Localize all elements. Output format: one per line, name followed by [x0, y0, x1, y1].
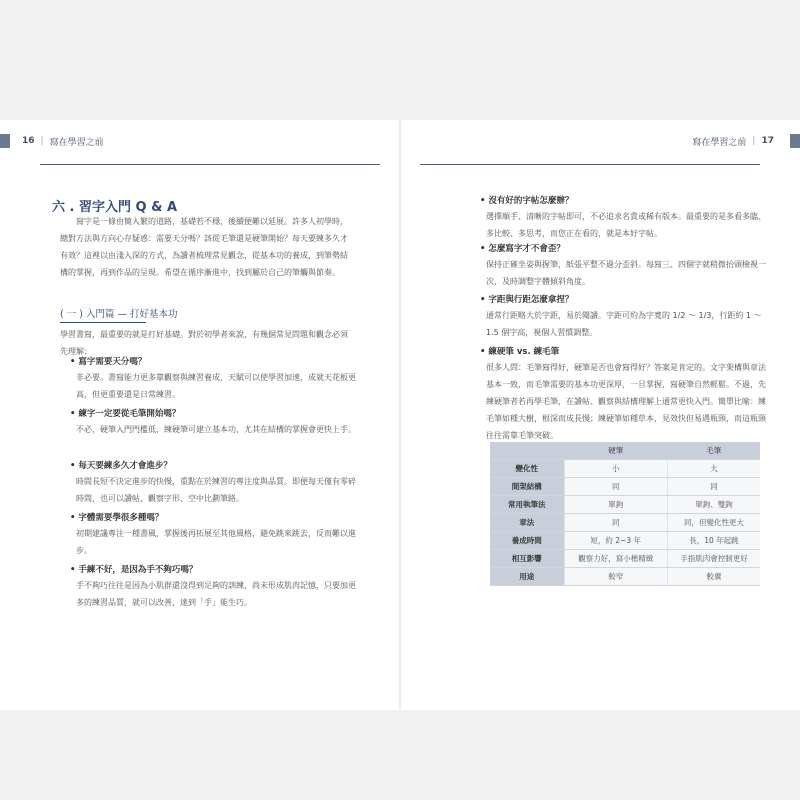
table-row — [490, 496, 760, 514]
book-spread — [0, 120, 800, 710]
table-row — [490, 532, 760, 550]
answer: 時間長短不決定進步的快慢，重點在於練習的專注度與品質。即便每天僅有零碎時間，也可以讀帖、觀察字形、空中比劃筆路。 — [76, 477, 356, 503]
row-header: 章法 — [490, 514, 564, 532]
table-cell: 較窄 — [564, 568, 667, 586]
table-cell: 同 — [667, 478, 760, 496]
header-separator: | — [40, 136, 44, 146]
table-header-row — [490, 442, 760, 460]
book-gutter — [399, 120, 401, 710]
question: • 寫字需要天分嗎？ — [70, 355, 360, 369]
table-cell: 大 — [667, 460, 760, 478]
header-separator: | — [752, 136, 756, 146]
row-header: 用途 — [490, 568, 564, 586]
right-running-title: 寫在學習之前 — [692, 137, 747, 148]
left-running-title: 寫在學習之前 — [49, 137, 104, 148]
column-header: 毛筆 — [667, 442, 760, 460]
comparison-table — [490, 442, 760, 586]
qa-item — [70, 407, 360, 438]
answer: 手不夠巧往往是因為小肌群還沒得到足夠的訓練，尚未形成肌肉記憶，只要加更多的練習品質，就可以改善，達到「手」能生巧。 — [76, 581, 356, 607]
question: • 字距與行距怎麼拿捏？ — [480, 293, 770, 307]
question: • 怎麼寫字才不會歪？ — [480, 242, 770, 256]
table-row — [490, 568, 760, 586]
right-header-rule — [420, 164, 760, 165]
row-header: 間架結構 — [490, 478, 564, 496]
right-page-tab — [790, 134, 800, 148]
table-corner — [490, 442, 564, 460]
table-cell: 觀察力好，寫小楷精緻 — [564, 550, 667, 568]
question: • 每天要練多久才會進步？ — [70, 459, 360, 473]
row-header: 變化性 — [490, 460, 564, 478]
table-cell: 單鉤、雙鉤 — [667, 496, 760, 514]
table-cell: 同 — [564, 478, 667, 496]
table-cell: 短，約 2~3 年 — [564, 532, 667, 550]
answer: 非必要。書寫能力更多靠觀察與練習養成，天賦可以使學習加速，成就天花板更高，但更重要還是日常練習。 — [76, 373, 356, 399]
table-cell: 長，10 年起跳 — [667, 532, 760, 550]
qa-item — [70, 355, 360, 403]
qa-item — [70, 563, 360, 611]
column-header: 硬筆 — [564, 442, 667, 460]
right-header — [692, 132, 800, 150]
answer: 選擇順手、清晰的字帖即可，不必追求名貴或稀有版本。最重要的是多看多臨、多比較、多思考，而您正在看的，就是本好字帖。 — [486, 212, 766, 238]
question: • 沒有好的字帖怎麼辦？ — [480, 194, 770, 208]
qa-item — [480, 345, 770, 444]
left-page-tab — [0, 134, 10, 148]
table-cell: 手指肌肉會控制更好 — [667, 550, 760, 568]
table-row — [490, 478, 760, 496]
question: • 練硬筆 vs. 練毛筆 — [480, 345, 770, 359]
left-header-rule — [40, 164, 380, 165]
section-title: 六 . 習字入門 Q & A — [52, 200, 178, 215]
answer: 不必，硬筆入門門檻低，練硬筆可建立基本功，尤其在結構的掌握會更快上手。 — [76, 425, 356, 434]
row-header: 常用執筆法 — [490, 496, 564, 514]
qa-item — [70, 511, 360, 559]
right-page-number: 17 — [761, 136, 774, 146]
subsection-underline — [60, 322, 146, 323]
row-header: 相互影響 — [490, 550, 564, 568]
row-header: 養成時間 — [490, 532, 564, 550]
table-row — [490, 514, 760, 532]
table-row — [490, 460, 760, 478]
table-cell: 同 — [564, 514, 667, 532]
qa-item — [70, 459, 360, 507]
qa-item — [480, 194, 770, 242]
answer: 保持正確坐姿與握筆，紙張平整不過分歪斜。每寫三、四個字就稍微抬頭檢視一次，及時調整字體傾斜角度。 — [486, 260, 766, 286]
question: • 練字一定要從毛筆開始嗎？ — [70, 407, 360, 421]
question: • 手練不好，是因為手不夠巧嗎？ — [70, 563, 360, 577]
answer: 通常行距略大於字距，易於閱讀。字距可約為字寬的 1/2 ～ 1/3，行距約 1 ～ 1.5 個字高，視個人習慣調整。 — [486, 311, 762, 337]
table-row — [490, 550, 760, 568]
qa-item — [480, 242, 770, 290]
lead-paragraph: 學習書寫，最重要的就是打好基礎。對於初學者來說，有幾個常見問題和觀念必須先理解： — [60, 330, 348, 356]
table-cell: 同，但變化性更大 — [667, 514, 760, 532]
answer: 初期建議專注一種書風，掌握後再拓展至其他風格，避免跳來跳去，反而難以進步。 — [76, 529, 356, 555]
left-page-number: 16 — [22, 136, 35, 146]
question: • 字體需要學很多種嗎？ — [70, 511, 360, 525]
table-cell: 小 — [564, 460, 667, 478]
qa-item — [480, 293, 770, 341]
table-cell: 較廣 — [667, 568, 760, 586]
left-header — [0, 132, 104, 150]
table-cell: 單鉤 — [564, 496, 667, 514]
subsection-title: ( 一 ) 入門篇 — 打好基本功 — [60, 309, 178, 320]
intro-paragraph: 寫字是一條由簡入繁的道路，基礎若不穩，後續便難以延展。許多人初學時，總對方法與方向心存疑惑：需要天分嗎？該從毛筆還是硬筆開始？每天要練多久才有效？這裡以由淺入深的方式，為讀者梳理常見觀念，從基本功的養成，到筆勢結構的掌握，再到作品的呈現。希望在循序漸進中，找到屬於自己的筆觸與節奏。 — [60, 217, 348, 277]
answer: 很多人問：毛筆寫得好，硬筆是否也會寫得好？答案是肯定的。文字架構與章法基本一致，而毛筆需要的基本功更深厚，一旦掌握，寫硬筆自然輕鬆。不過，先練硬筆者若再學毛筆，在讀帖、觀察與結構理解上通常更快入門。簡單比喻：練毛筆如種大樹，根深而成長慢；練硬筆如種草本，見效快但易遇瓶頸，而這瓶頸往往需靠毛筆突破。 — [486, 363, 766, 440]
